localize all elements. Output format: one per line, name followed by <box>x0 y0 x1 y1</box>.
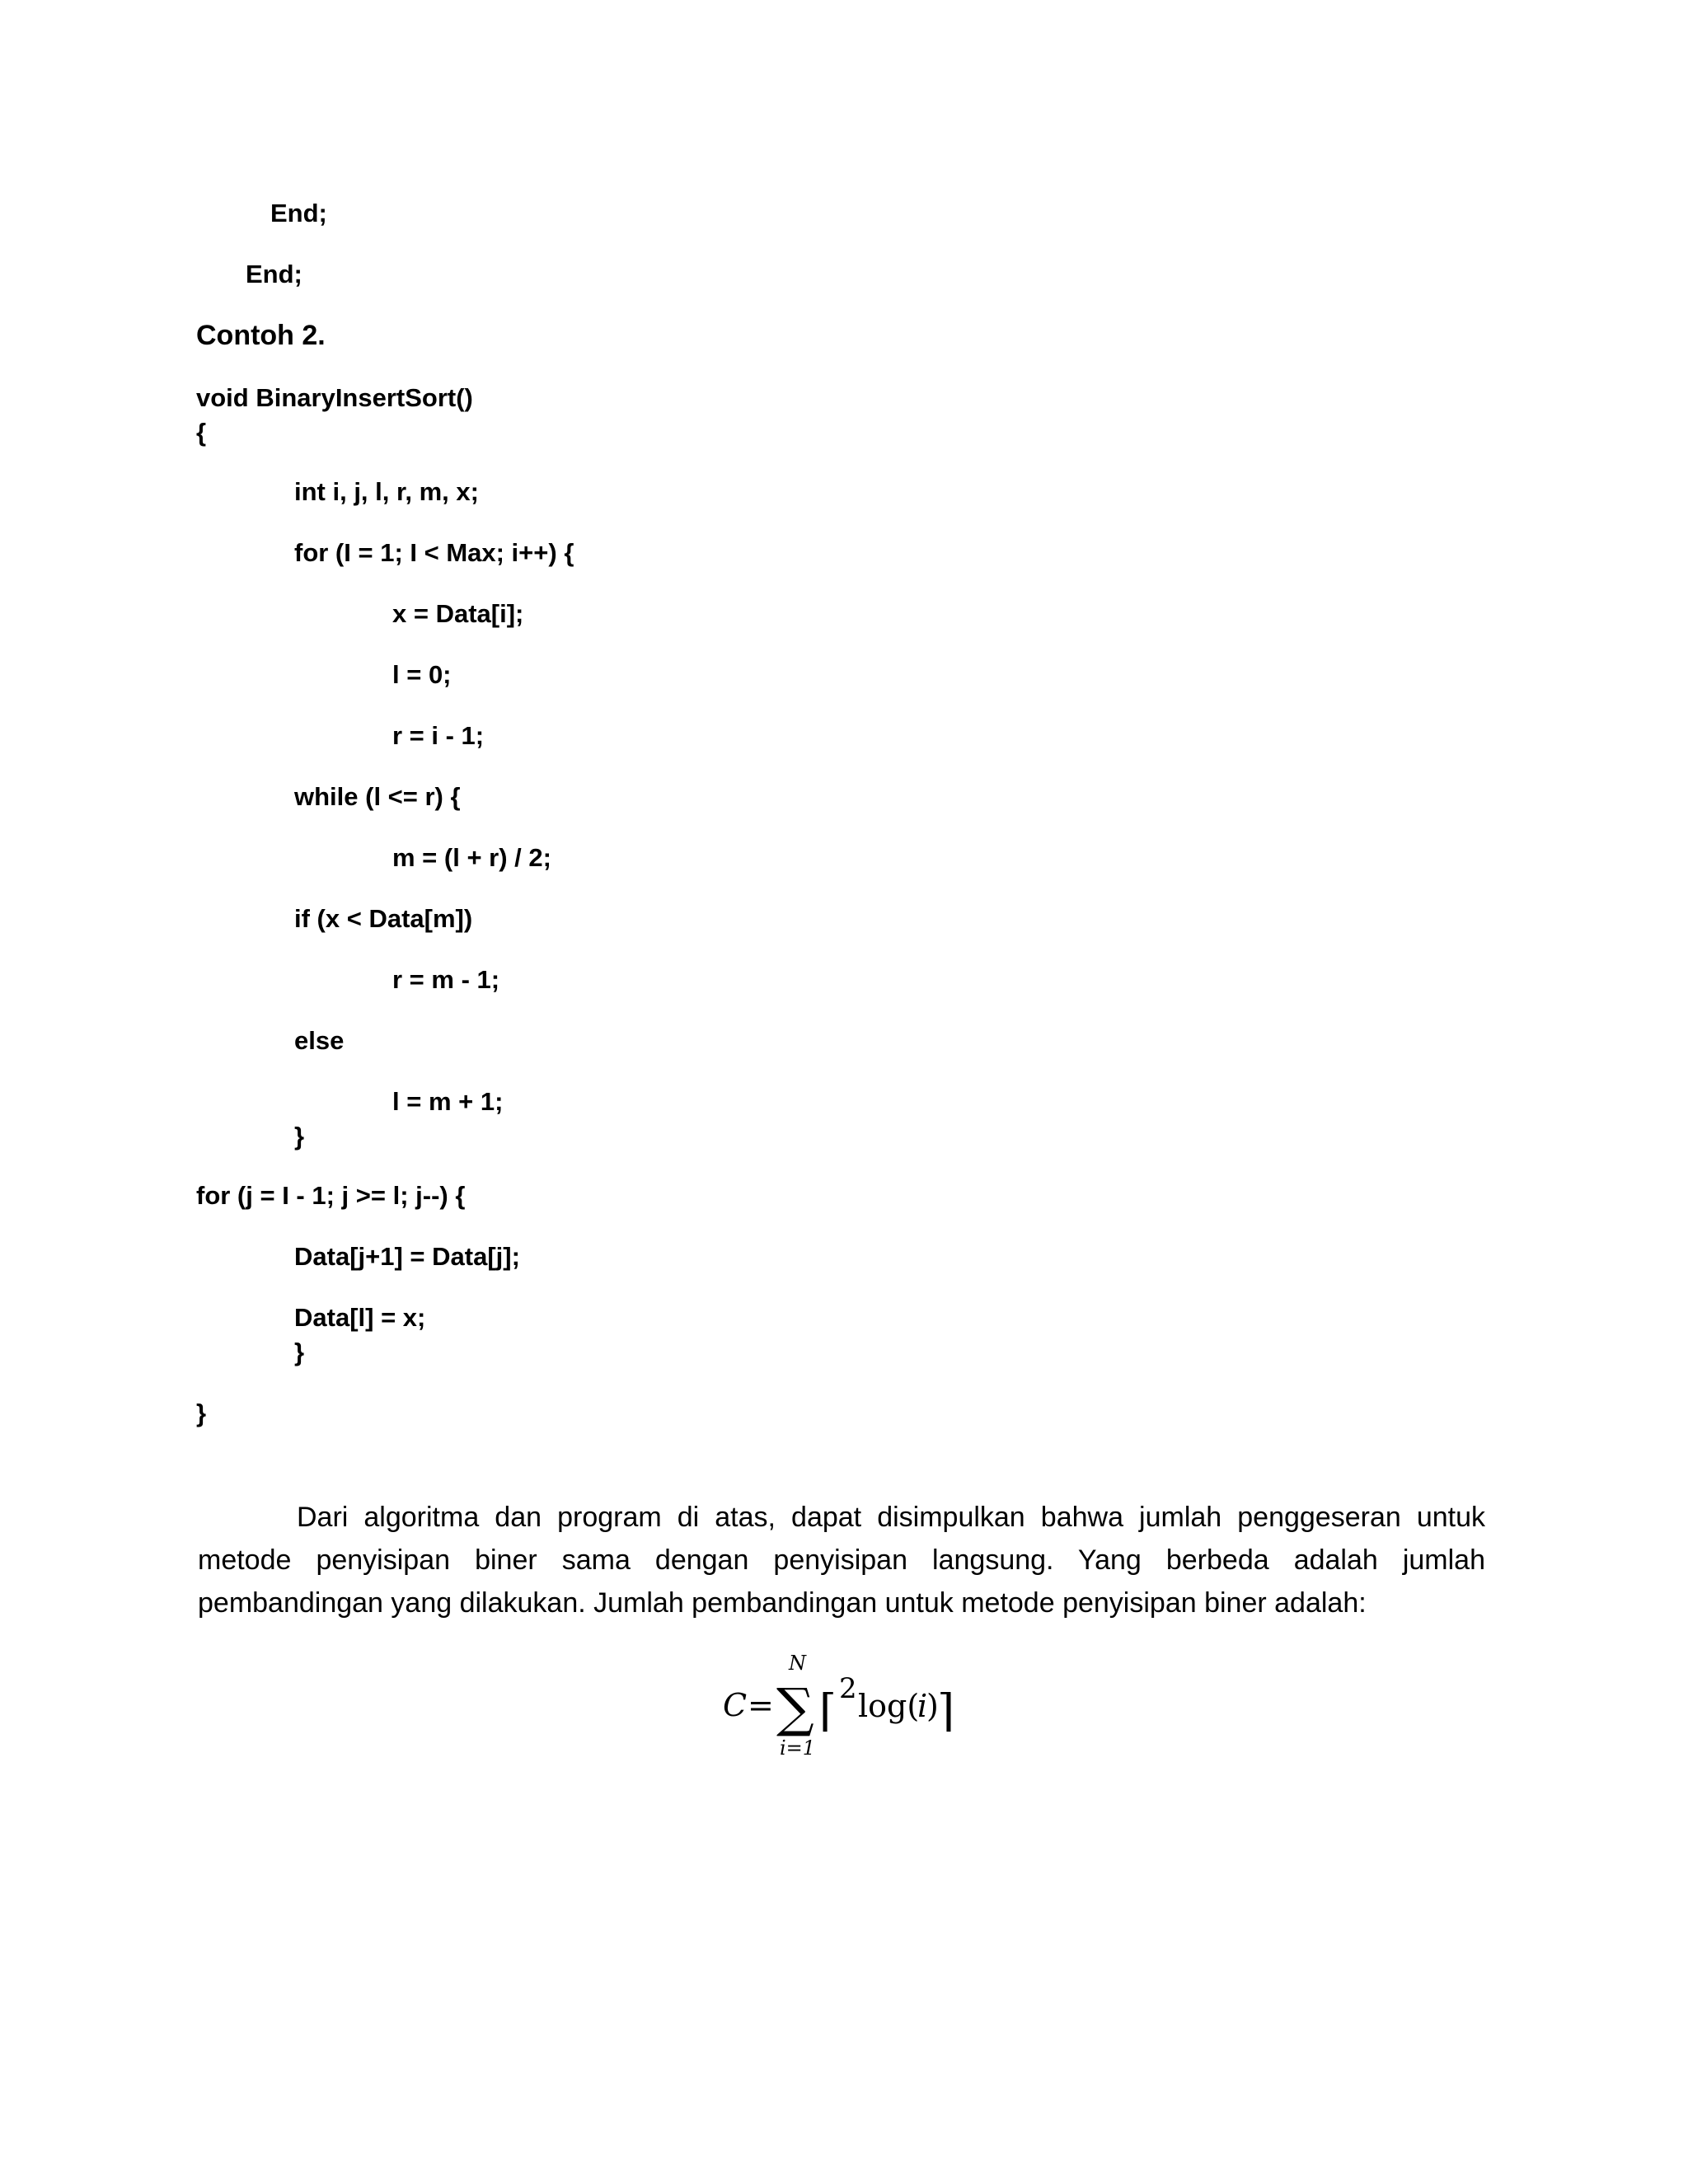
code-assign-x: x = Data[i]; <box>392 599 524 628</box>
code-shift: Data[j+1] = Data[j]; <box>294 1242 520 1271</box>
code-assign-r: r = i - 1; <box>392 721 485 750</box>
formula-log-var: i <box>917 1688 928 1724</box>
code-close-for: } <box>294 1338 305 1366</box>
code-close-while: } <box>294 1122 305 1151</box>
formula-lower-limit: i=1 <box>780 1736 816 1760</box>
formula-upper-limit: N <box>789 1652 806 1675</box>
example-heading: Contoh 2. <box>196 320 326 351</box>
code-while: while (l <= r) { <box>294 782 461 811</box>
code-close-func: } <box>196 1399 207 1427</box>
code-assign-m: m = (l + r) / 2; <box>392 843 551 872</box>
code-signature: void BinaryInsertSort() <box>196 383 473 412</box>
code-assign-l2: l = m + 1; <box>392 1087 504 1116</box>
formula-log-close: ) <box>926 1688 939 1724</box>
code-for-outer: for (I = 1; I < Max; i++) { <box>294 538 574 567</box>
code-if: if (x < Data[m]) <box>294 904 473 933</box>
code-end-outer: End; <box>246 260 302 288</box>
code-open-brace: { <box>196 418 207 447</box>
code-declaration: int i, j, l, r, m, x; <box>294 477 479 506</box>
code-insert: Data[l] = x; <box>294 1303 426 1332</box>
conclusion-paragraph: Dari algoritma dan program di atas, dapat disimpulkan bahwa jumlah penggeseran untuk metode penyisipan biner sama dengan penyisipan langsung. Yang berbeda adalah jumlah pembandingan yang dilakukan. Jumlah pembandingan untuk metode penyisipan biner adalah: <box>198 1502 1485 1619</box>
formula-ceil-left: ⌈ <box>819 1685 837 1736</box>
code-assign-l: l = 0; <box>392 660 452 689</box>
code-for-inner: for (j = I - 1; j >= l; j--) { <box>196 1181 466 1210</box>
code-assign-r2: r = m - 1; <box>392 965 500 994</box>
formula-lhs: C <box>723 1687 748 1723</box>
formula-superscript: 2 <box>839 1672 857 1705</box>
code-else: else <box>294 1026 345 1055</box>
formula-ceil-right: ⌉ <box>937 1685 955 1736</box>
formula-log: log( <box>858 1688 920 1724</box>
formula-sum-symbol: ∑ <box>776 1678 814 1739</box>
formula-equals: = <box>748 1687 774 1723</box>
code-end-inner: End; <box>270 199 327 227</box>
